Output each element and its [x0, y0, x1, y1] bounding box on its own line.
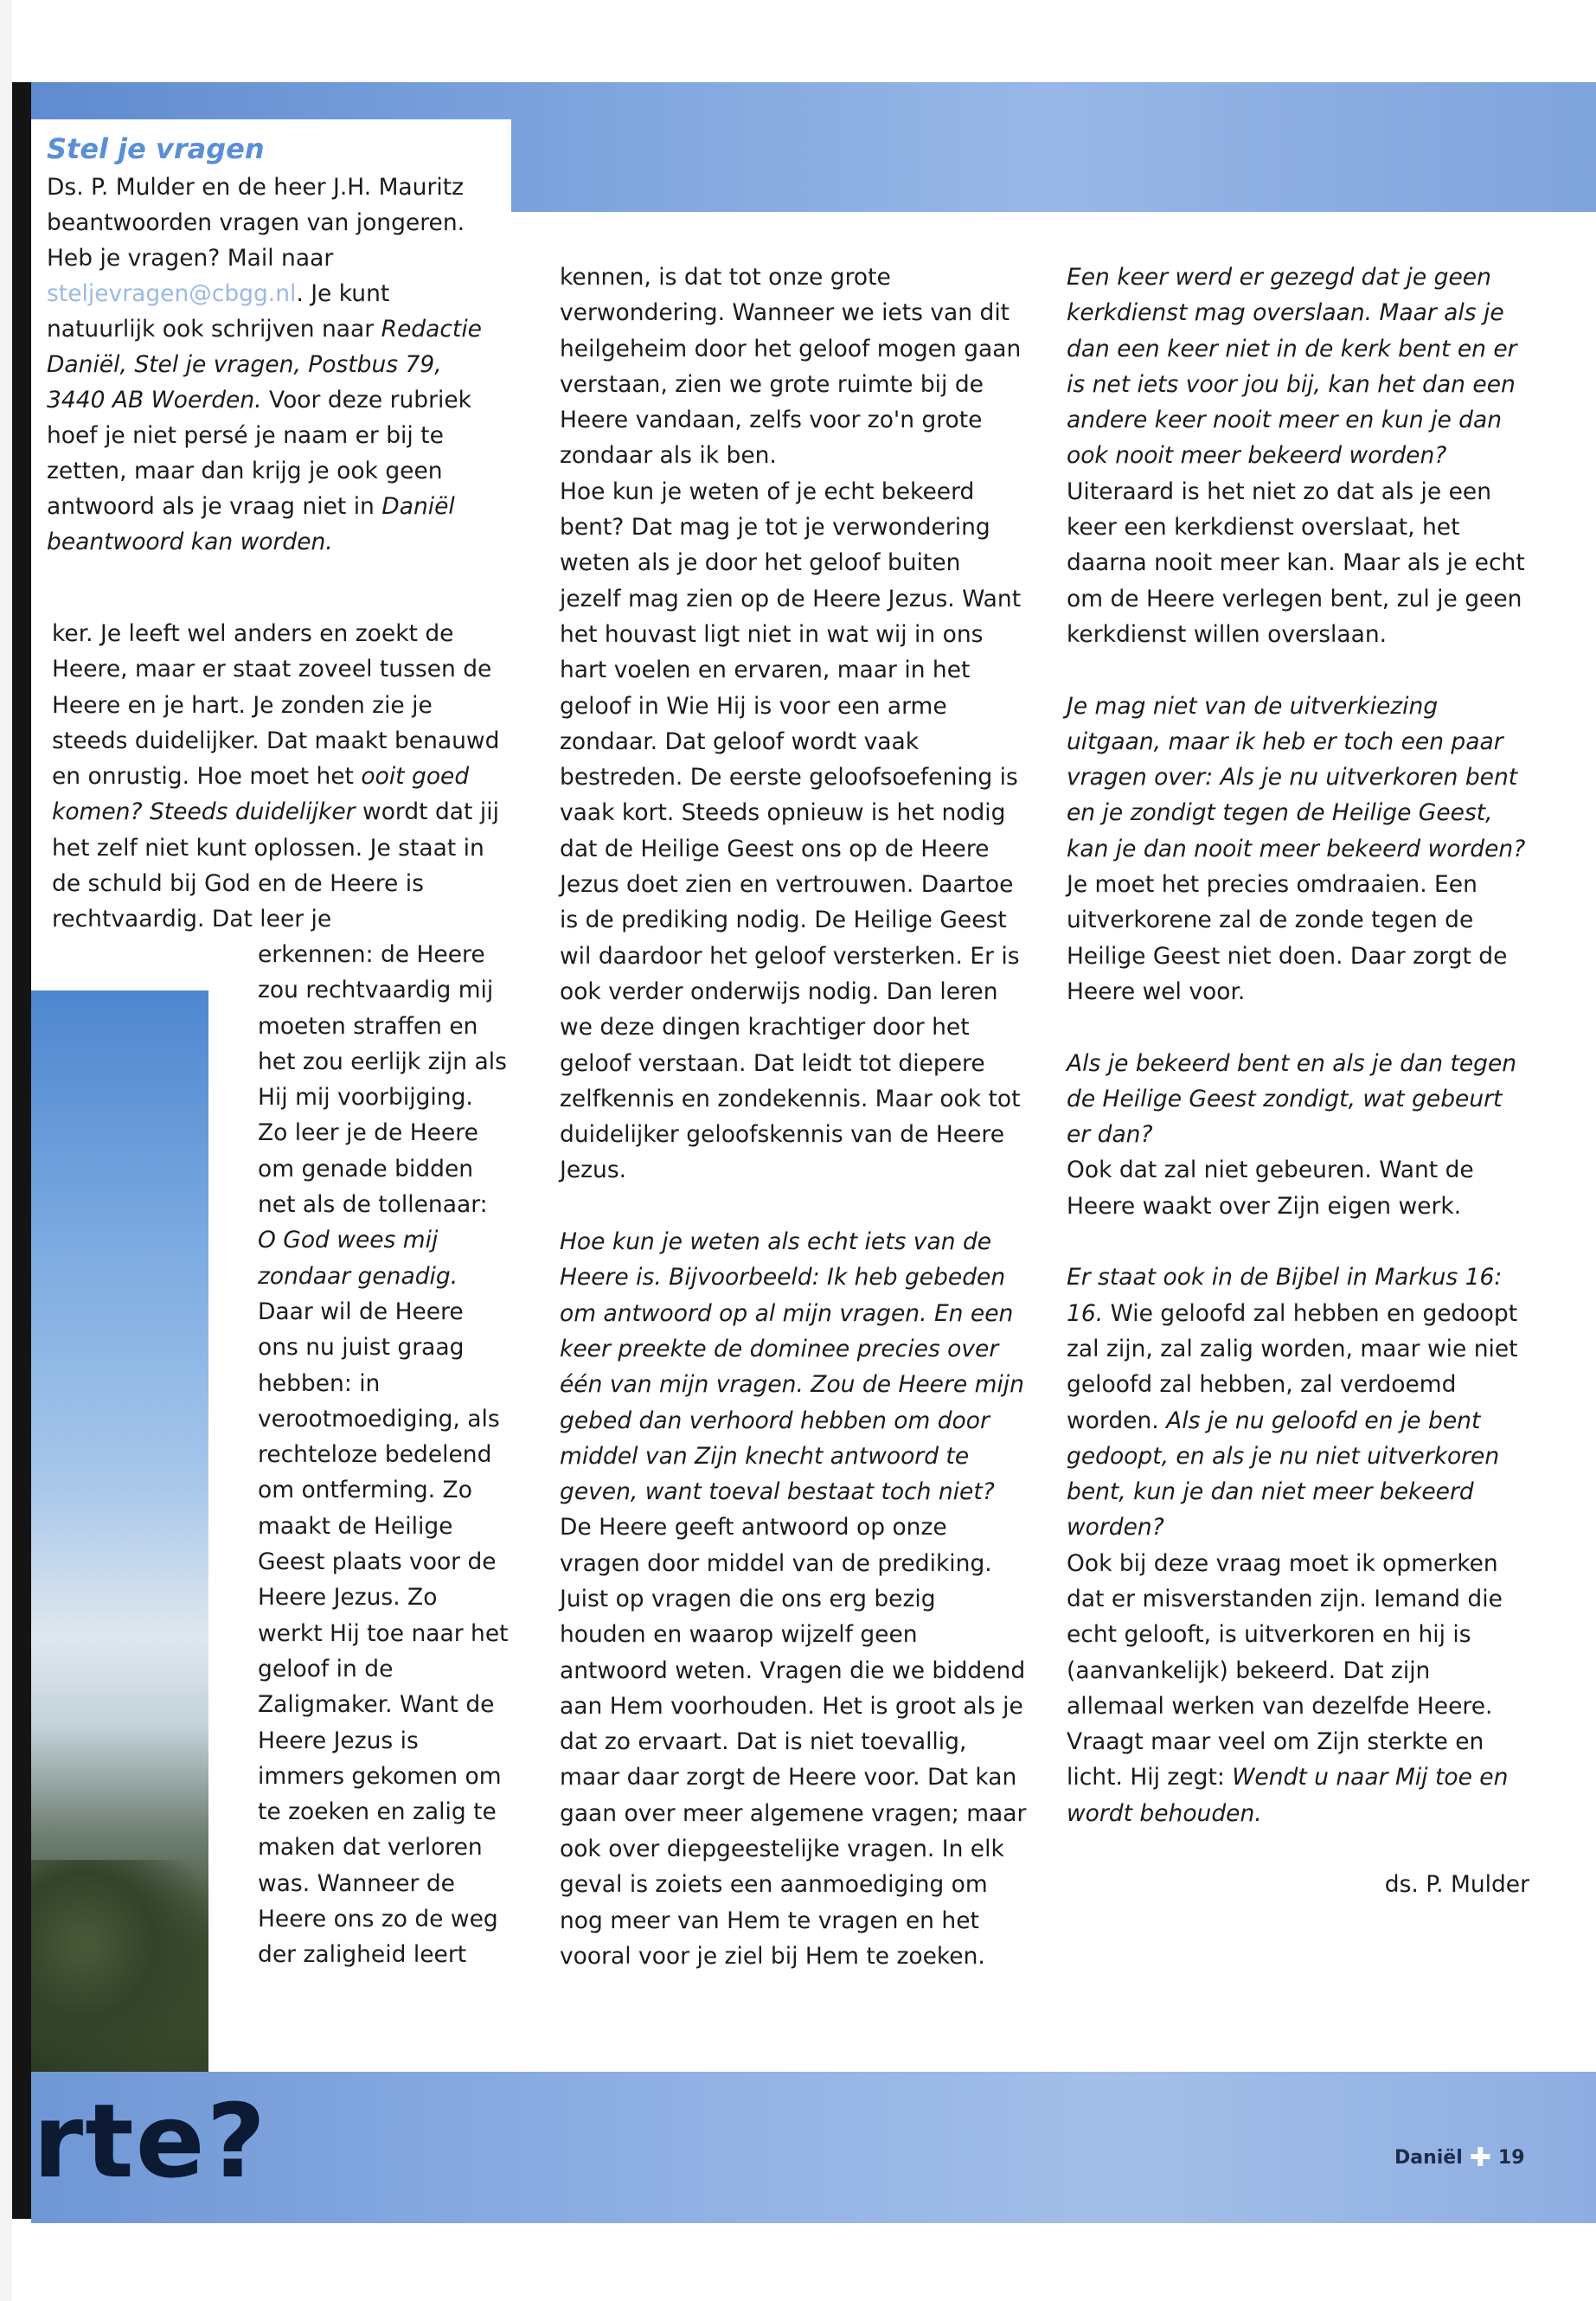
- answer-4: [1067, 1546, 1529, 1831]
- column-1-text-b: wordt dat jij het zelf niet kunt oplossen. Je staat in de schuld bij God en de Heere is rechtvaardig. Dat leer je: [52, 798, 499, 933]
- magazine-name: Daniël: [1394, 2147, 1463, 2169]
- info-box-title: Stel je vragen: [47, 132, 265, 165]
- info-note: Voor deze rubriek hoef je niet persé je naam er bij te zetten, maar dan krijg je ook geen antwoord als je vraag niet in: [47, 387, 471, 520]
- question-3: Als je bekeerd bent en als je dan tegen de Heilige Geest zondigt, wat gebeurt er dan?: [1067, 1049, 1517, 1149]
- column-2-answer: De Heere geeft antwoord op onze vragen door middel van de prediking. Juist op vragen die ons erg bezig houden en waarop wijzelf geen antwoord weten. Vragen die we biddend aan Hem voorhouden. Het is groot als je dat zo ervaart. Dat is niet toevallig, maar daar zorgt de Heere voor. Dat kan gaan over meer algemene vragen; maar ook over diepgeestelijke vragen. In elk geval is zoiets een aanmoediging om nog meer van Hem te vragen en het vooral voor je ziel bij Hem te zoeken.: [560, 1514, 1027, 1970]
- column-1-italic-c: O God wees mij zondaar genadig.: [258, 1227, 458, 1290]
- postal-address: Redactie Daniël, Stel je vragen, Postbus 79, 3440 AB Woerden.: [47, 316, 482, 413]
- author-signature: ds. P. Mulder: [1384, 1871, 1529, 1899]
- answer-3: Ook dat zal niet gebeuren. Want de Heere waakt over Zijn eigen werk.: [1067, 1157, 1474, 1220]
- column-1-text-c: erkennen: de Heere zou rechtvaardig mij moeten straffen en het zou eerlijk zijn als Hij mij voorbijging. Zo leer je de Heere om genade bidden net als de tollenaar:: [258, 941, 507, 1219]
- plus-icon: ✚: [1469, 2143, 1491, 2173]
- column-1-bottom: [258, 937, 509, 1973]
- info-box: [31, 119, 511, 556]
- answer-4-text: Ook bij deze vraag moet ik opmerken dat er misverstanden zijn. Iemand die echt gelooft, is uitverkoren en hij is (aanvankelijk) bekeerd. Dat zijn allemaal werken van dezelfde Heere. Vraagt maar veel om Zijn sterkte en licht. Hij zegt:: [1067, 1549, 1503, 1791]
- column-2: [560, 260, 1027, 1974]
- column-1-top: [52, 616, 502, 938]
- column-1-paragraph: [52, 616, 502, 938]
- column-1-italic-a: ooit goed komen? Steeds duidelijker: [52, 763, 470, 826]
- answer-2: Je moet het precies omdraaien. Een uitverkorene zal de zonde tegen de Heilige Geest niet doen. Daar zorgt de Heere wel voor.: [1067, 871, 1508, 1005]
- column-2-text-b: Hoe kun je weten of je echt bekeerd bent? Dat mag je tot je verwondering weten als je door het geloof buiten jezelf mag zien op de Heere Jezus. Want het houvast ligt niet in wat wij in ons hart voelen en ervaren, maar in het geloof in Wie Hij is voor een arme zondaar. Dat geloof wordt vaak bestreden. De eerste geloofsoefening is vaak kort. Steeds opnieuw is het nodig dat de Heilige Geest ons op de Heere Jezus doet zien en vertrouwen. Daartoe is de prediking nodig. De Heilige Geest wil daardoor het geloof versterken. Er is ook verder onderwijs nodig. Dan leren we deze dingen krachtiger door het geloof verstaan. Dat leidt tot diepere zelfkennis en zondekennis. Maar ook tot duidelijker geloofskennis van de Heere Jezus.: [560, 478, 1022, 1184]
- tree-silhouette: [31, 1860, 208, 2072]
- question-4: [1067, 1259, 1529, 1545]
- page-edge: [0, 0, 12, 2301]
- question-2: Je mag niet van de uitverkiezing uitgaan, maar ik heb er toch een paar vragen over: Als je nu uitverkoren bent en je zondigt tegen de Heilige Geest, kan je dan nooit meer bekeerd worden?: [1067, 692, 1526, 862]
- page-footer: [1394, 2143, 1525, 2173]
- page-binding-edge: [12, 82, 31, 2219]
- spread-title-fragment: rte?: [33, 2081, 268, 2201]
- question-1: Een keer werd er gezegd dat je geen kerkdienst mag overslaan. Maar als je dan een keer niet in de kerk bent en er is net iets voor jou bij, kan het dan een andere keer nooit meer en kun je dan ook nooit meer bekeerd worden?: [1067, 264, 1517, 470]
- column-1-text-d: Daar wil de Heere ons nu juist graag hebben: in verootmoediging, als rechteloze bedelend om ontferming. Zo maakt de Heilige Geest plaats voor de Heere Jezus. Zo werkt Hij toe naar het geloof in de Zaligmaker. Want de Heere Jezus is immers gekomen om te zoeken en zalig te maken dat verloren was. Wanneer de Heere ons zo de weg der zaligheid leert: [258, 1298, 509, 1969]
- column-1-text-a: ker. Je leeft wel anders en zoekt de Heere, maar er staat zoveel tussen de Heere en je hart. Je zonden zie je steeds duidelijker. Dat maakt benauwd en onrustig. Hoe moet het: [52, 620, 500, 791]
- info-write: . Je kunt natuurlijk ook schrijven naar: [47, 280, 390, 343]
- column-2-question: Hoe kun je weten als echt iets van de Heere is. Bijvoorbeeld: Ik heb gebeden om antwoord op al mijn vragen. En een keer preekte de dominee precies over één van mijn vragen. Zou de Heere mijn gebed dan verhoord hebben om door middel van Zijn knecht antwoord te geven, want toeval bestaat toch niet?: [560, 1228, 1024, 1506]
- info-box-text: [47, 170, 504, 560]
- answer-1: Uiteraard is het niet zo dat als je een keer een kerkdienst overslaat, het daarna nooit meer kan. Maar als je echt om de Heere verlegen bent, zul je geen kerkdienst willen overslaan.: [1067, 478, 1525, 648]
- column-2-text-a: kennen, is dat tot onze grote verwondering. Wanneer we iets van dit heilgeheim door het geloof mogen gaan verstaan, zien we grote ruimte bij de Heere vandaan, zelfs voor zo'n grote zondaar als ik ben.: [560, 264, 1022, 470]
- question-4-quote: Wie geloofd zal hebben en gedoopt zal zijn, zal zalig worden, maar wie niet geloofd zal hebben, zal verdoemd worden.: [1067, 1299, 1518, 1434]
- info-note-italic: Daniël beantwoord kan worden.: [47, 493, 455, 555]
- column-1-continued: [258, 937, 509, 1294]
- info-intro: Ds. P. Mulder en de heer J.H. Mauritz beantwoorden vragen van jongeren. Heb je vragen? Mail naar: [47, 174, 465, 272]
- question-4-rest: Als je nu geloofd en je bent gedoopt, en als je nu niet uitverkoren bent, kun je dan niet meer bekeerd worden?: [1067, 1407, 1500, 1541]
- page-number: 19: [1497, 2147, 1525, 2169]
- email-link[interactable]: steljevragen@cbgg.nl: [47, 280, 297, 307]
- answer-4-quote: Wendt u naar Mij toe en wordt behouden.: [1067, 1764, 1509, 1827]
- question-4-ref: Er staat ook in de Bijbel in Markus 16: 16.: [1067, 1264, 1503, 1327]
- column-3: [1067, 260, 1529, 1903]
